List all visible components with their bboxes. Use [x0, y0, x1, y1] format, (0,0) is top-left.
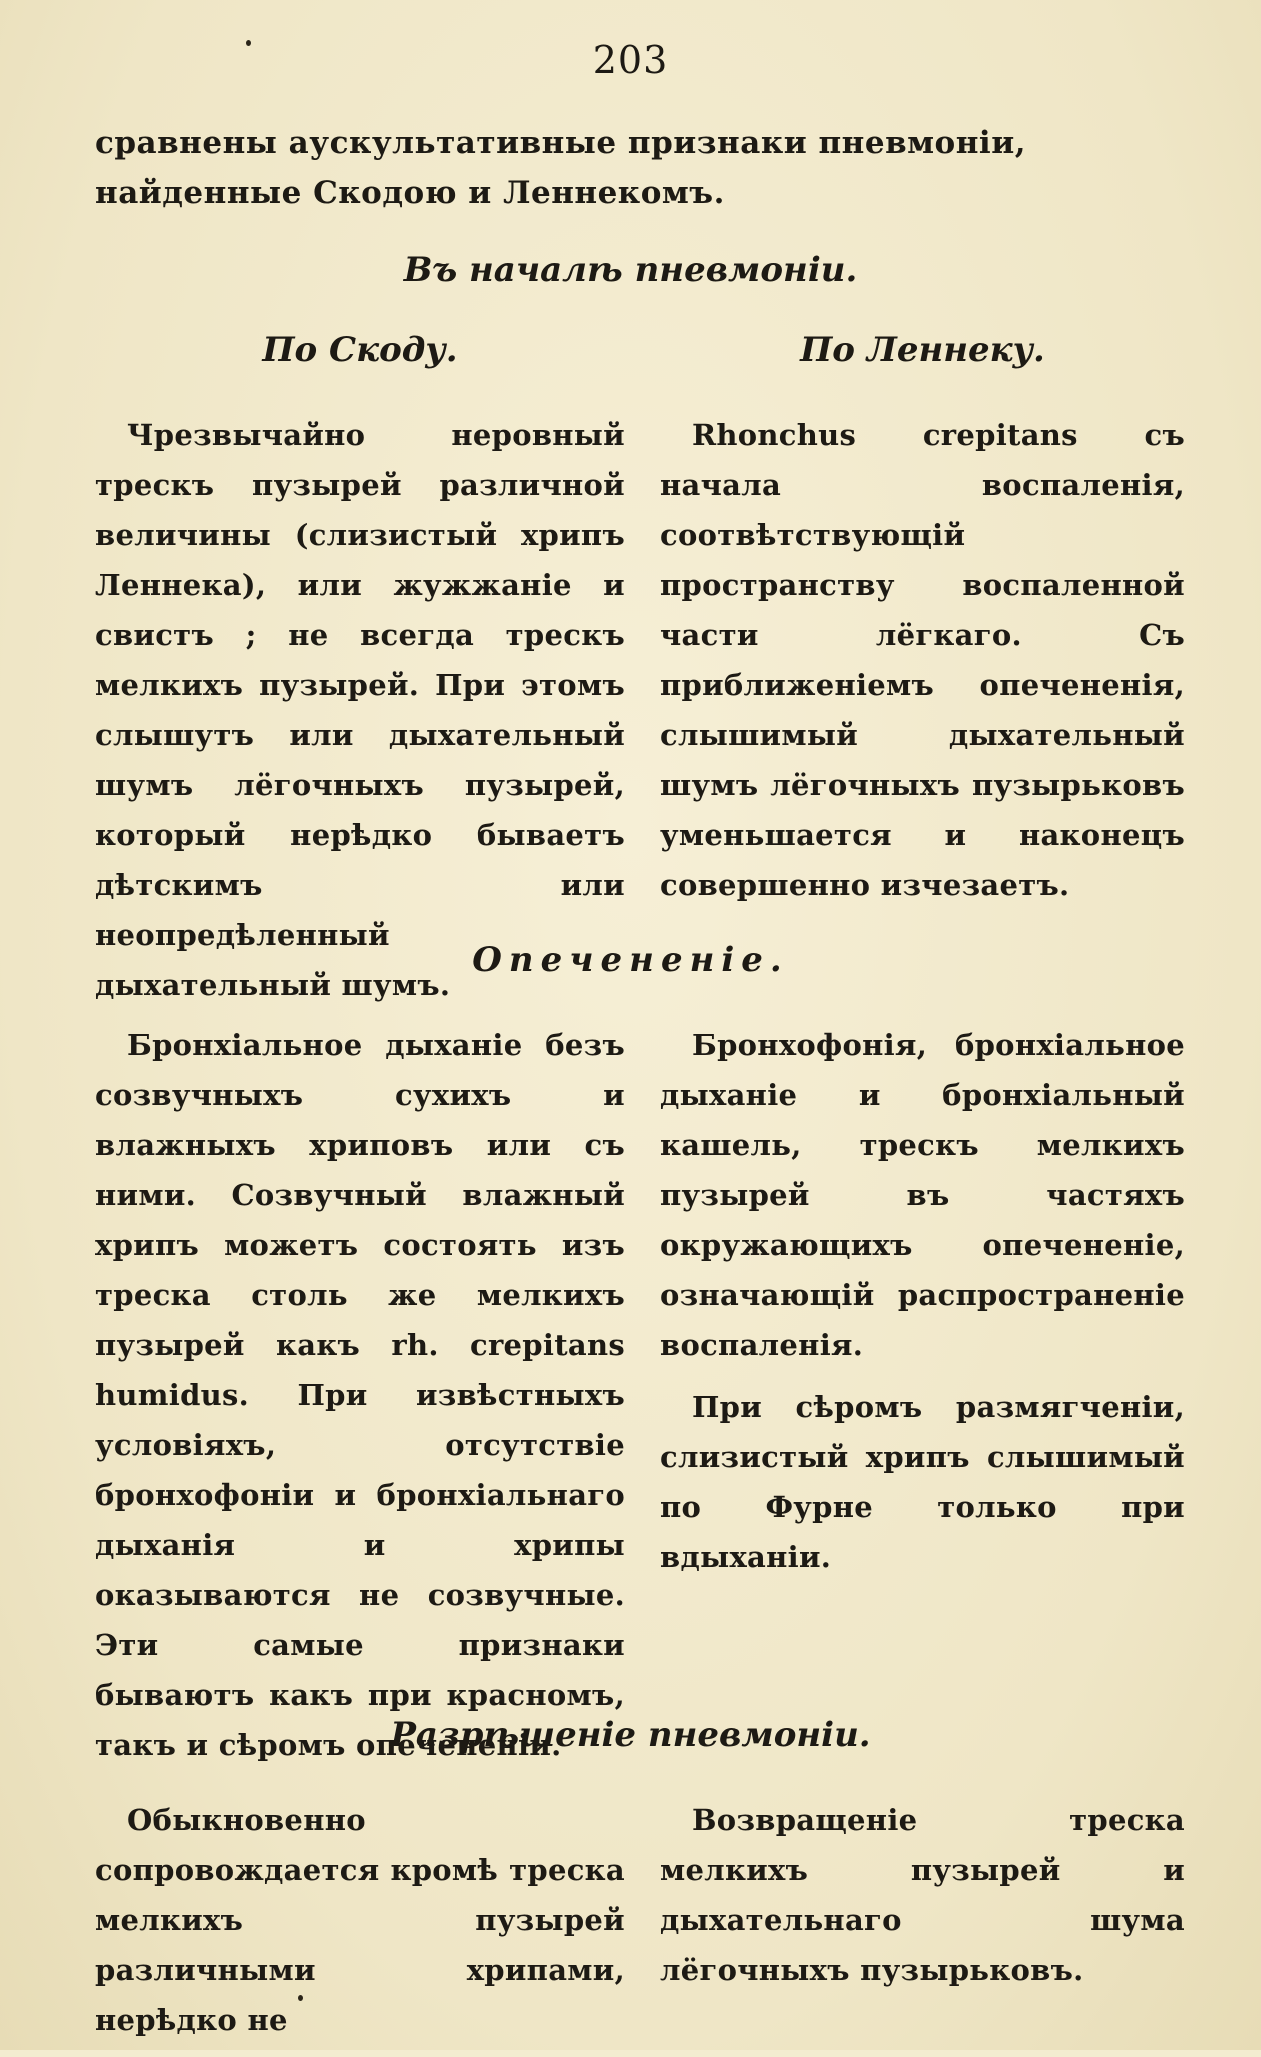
section-title-onset: Въ началѣ пневмоніи.	[403, 250, 858, 290]
ink-speck	[298, 1995, 303, 2001]
paragraph: Чрезвычайно неровный трескъ пузырей различной величины (слизистый хрипъ Леннека), или жужжаніе и свистъ ; не всегда трескъ мелкихъ пузырей. При этомъ слышутъ или дыхательный шумъ лёгочныхъ пузырей, который нерѣдко бываетъ дѣтскимъ или неопредѣленный дыхательный шумъ.	[95, 418, 625, 1002]
skoda-resolution-text	[95, 1795, 625, 2057]
section-title-hepatization: Опечененіе.	[472, 940, 789, 980]
skoda-hepatization-text	[95, 1020, 625, 1782]
right-column-heading: По Леннеку.	[800, 330, 1045, 370]
section-title-resolution: Разрѣшеніе пневмоніи.	[390, 1715, 871, 1755]
left-column-heading: По Скоду.	[262, 330, 458, 370]
ink-speck	[246, 40, 251, 46]
paragraph: Возвращеніе треска мелкихъ пузырей и дыхательнаго шума лёгочныхъ пузырьковъ.	[660, 1803, 1185, 1987]
paragraph: Обыкновенно сопровождается кромѣ треска мелкихъ пузырей различными хрипами, нерѣдко не	[95, 1803, 625, 2037]
laennec-onset-text	[660, 410, 1185, 922]
laennec-hepatization-text	[660, 1020, 1185, 1594]
page-number: 203	[592, 38, 669, 82]
skoda-onset-text	[95, 410, 625, 1022]
intro-paragraph: сравнены аускультативные признаки пневмоніи, найденные Скодою и Леннекомъ.	[95, 125, 1026, 211]
paragraph: Rhonchus crepitans съ начала воспаленія, соотвѣтствующій пространству воспаленной части лёгкаго. Съ приближеніемъ опечененія, слышимый дыхательный шумъ лёгочныхъ пузырьковъ уменьшается и наконецъ совершенно изчезаетъ.	[660, 418, 1185, 902]
laennec-resolution-text	[660, 1795, 1185, 2007]
paragraph: При сѣромъ размягченіи, слизистый хрипъ слышимый по Фурне только при вдыханіи.	[660, 1390, 1185, 1574]
paragraph: Бронхофонія, бронхіальное дыханіе и бронхіальный кашель, трескъ мелкихъ пузырей въ частяхъ окружающихъ опечененіе, означающій распространеніе воспаленія.	[660, 1028, 1185, 1362]
paragraph: Бронхіальное дыханіе безъ созвучныхъ сухихъ и влажныхъ хриповъ или съ ними. Созвучный влажный хрипъ можетъ состоять изъ треска столь же мелкихъ пузырей какъ rh. crepitans humidus. При извѣстныхъ условіяхъ, отсутствіе бронхофоніи и бронхіальнаго дыханія и хрипы оказываются не созвучные. Эти самые признаки бываютъ какъ при красномъ, такъ и сѣромъ опечененіи.	[95, 1028, 625, 1762]
